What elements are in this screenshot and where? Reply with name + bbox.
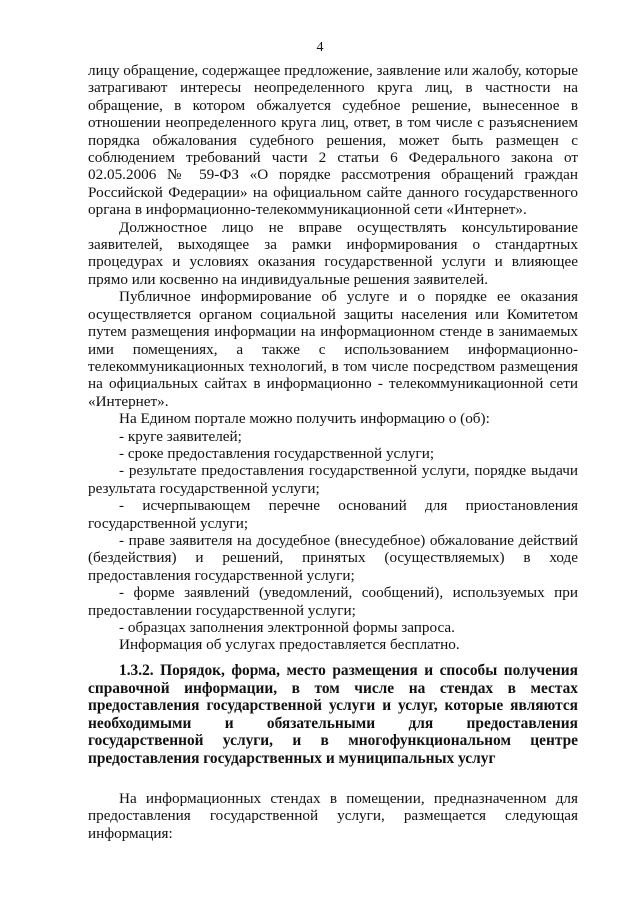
paragraph-free-info: Информация об услугах предоставляется бесплатно. <box>119 636 460 654</box>
list-item: - форме заявлений (уведомлений, сообщений), используемых при предоставлении государственной услуги; <box>88 584 578 619</box>
list-item: - исчерпывающем перечне оснований для приостановления государственной услуги; <box>88 497 578 532</box>
paragraph-portal-intro: На Едином портале можно получить информацию о (об): <box>119 410 490 428</box>
list-item: - круге заявителей; <box>119 427 242 445</box>
paragraph-continuation: лицу обращение, содержащее предложение, заявление или жалобу, которые затрагивают интересы неопределенного круга лиц, в частности на обращение, в котором обжалуется судебное решение, вынесенное в отношении неопределенного круга лиц, ответ, в том числе с разъяснением порядка обжалования судебного решения, может быть размещен с соблюдением требований части 2 статьи 6 Федерального закона от 02.05.2006 № 59-ФЗ «О порядке рассмотрения обращений граждан Российской Федерации» на официальном сайте данного государственного органа в информационно-телекоммуникационной сети «Интернет». <box>88 62 578 219</box>
section-heading: 1.3.2. Порядок, форма, место размещения и способы получения справочной информации, в том числе на стендах в местах предоставления государственной услуги и услуг, которые являются необходимыми и обязательными для предоставления государственной услуги, и в многофункциональном центре предоставления государственных и муниципальных услуг <box>88 662 578 767</box>
list-item: - образцах заполнения электронной формы запроса. <box>119 619 455 636</box>
list-item: - сроке предоставления государственной услуги; <box>119 444 435 462</box>
final-paragraph-block <box>88 790 578 842</box>
paragraph-official-restriction: Должностное лицо не вправе осуществлять консультирование заявителей, выходящее за рамки информирования о стандартных процедурах и условиях оказания государственной услуги и влияющее прямо или косвенно на индивидуальные решения заявителей. <box>88 218 578 288</box>
list-item: - праве заявителя на досудебное (внесудебное) обжалование действий (бездействия) и решений, принятых (осуществляемых) в ходе предоставления государственной услуги; <box>88 531 578 584</box>
paragraph-public-information: Публичное информирование об услуге и о порядке ее оказания осуществляется органом социальной защиты населения или Комитетом путем размещения информации на информационном стенде в занимаемых ими помещениях, а также с использованием информационно-телекоммуникационных технологий, в том числе посредством размещения на официальных сайтах в информационно - телекоммуникационной сети «Интернет». <box>88 288 578 410</box>
paragraph-info-stands: На информационных стендах в помещении, предназначенном для предоставления государственной услуги, размещается следующая информация: <box>88 790 578 842</box>
list-item: - результате предоставления государственной услуги, порядке выдачи результата государственной услуги; <box>88 462 578 497</box>
page-number: 4 <box>316 40 324 55</box>
body-text <box>88 62 578 654</box>
